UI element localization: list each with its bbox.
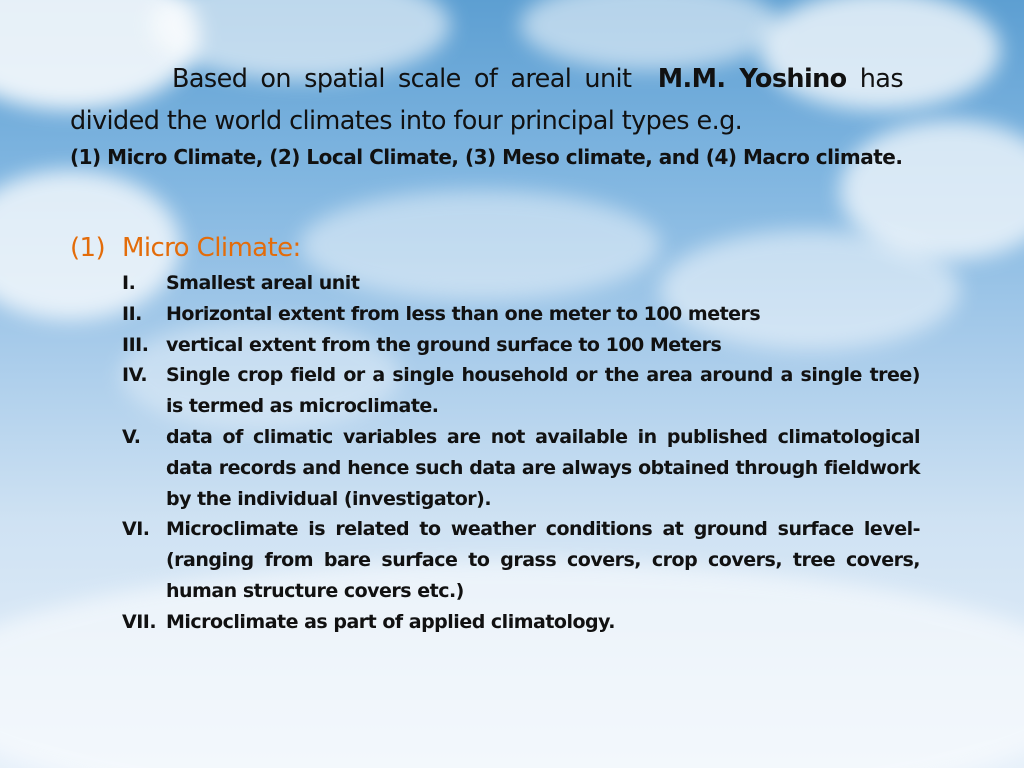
- list-item-text: Horizontal extent from less than one meter to 100 meters: [166, 302, 761, 325]
- list-item-number: V.: [122, 425, 141, 448]
- climate-types-line: (1) Micro Climate, (2) Local Climate, (3) Meso climate, and (4) Macro climate.: [70, 145, 903, 169]
- intro-text-middle: has divided the world climates into four principal types e.g.: [70, 64, 904, 136]
- list-item: [122, 422, 920, 514]
- list-item: [122, 299, 920, 330]
- section-title: Micro Climate:: [122, 233, 301, 263]
- list-item-text: data of climatic variables are not available in published climatological data records and hence such data are always obtained through fieldwork by the individual (investigator).: [166, 425, 920, 510]
- list-item: [122, 514, 920, 606]
- list-item: [122, 330, 920, 361]
- micro-climate-list: [122, 268, 920, 638]
- list-item-text: vertical extent from the ground surface to 100 Meters: [166, 333, 722, 356]
- list-item: [122, 607, 920, 638]
- intro-text-prefix: Based on spatial scale of areal unit: [172, 64, 632, 94]
- list-item-text: Single crop field or a single household or the area around a single tree) is termed as microclimate.: [166, 364, 920, 418]
- list-item-text: Microclimate is related to weather conditions at ground surface level-(ranging from bare surface to grass covers, crop covers, tree covers, human structure covers etc.): [166, 518, 920, 602]
- list-item-number: II.: [122, 302, 142, 325]
- list-item-number: III.: [122, 333, 149, 356]
- section-number: (1): [70, 233, 106, 263]
- intro-paragraph: [70, 58, 903, 174]
- list-item-number: I.: [122, 272, 136, 294]
- section-heading: [70, 228, 301, 268]
- list-item: [122, 360, 920, 422]
- list-item-number: VII.: [122, 610, 157, 633]
- list-item-number: IV.: [122, 364, 148, 387]
- list-item: [122, 268, 920, 299]
- list-item-text: Smallest areal unit: [166, 272, 360, 294]
- list-item-number: VI.: [122, 518, 150, 541]
- list-item-text: Microclimate as part of applied climatology.: [166, 610, 615, 633]
- author-name: M.M. Yoshino: [657, 64, 847, 94]
